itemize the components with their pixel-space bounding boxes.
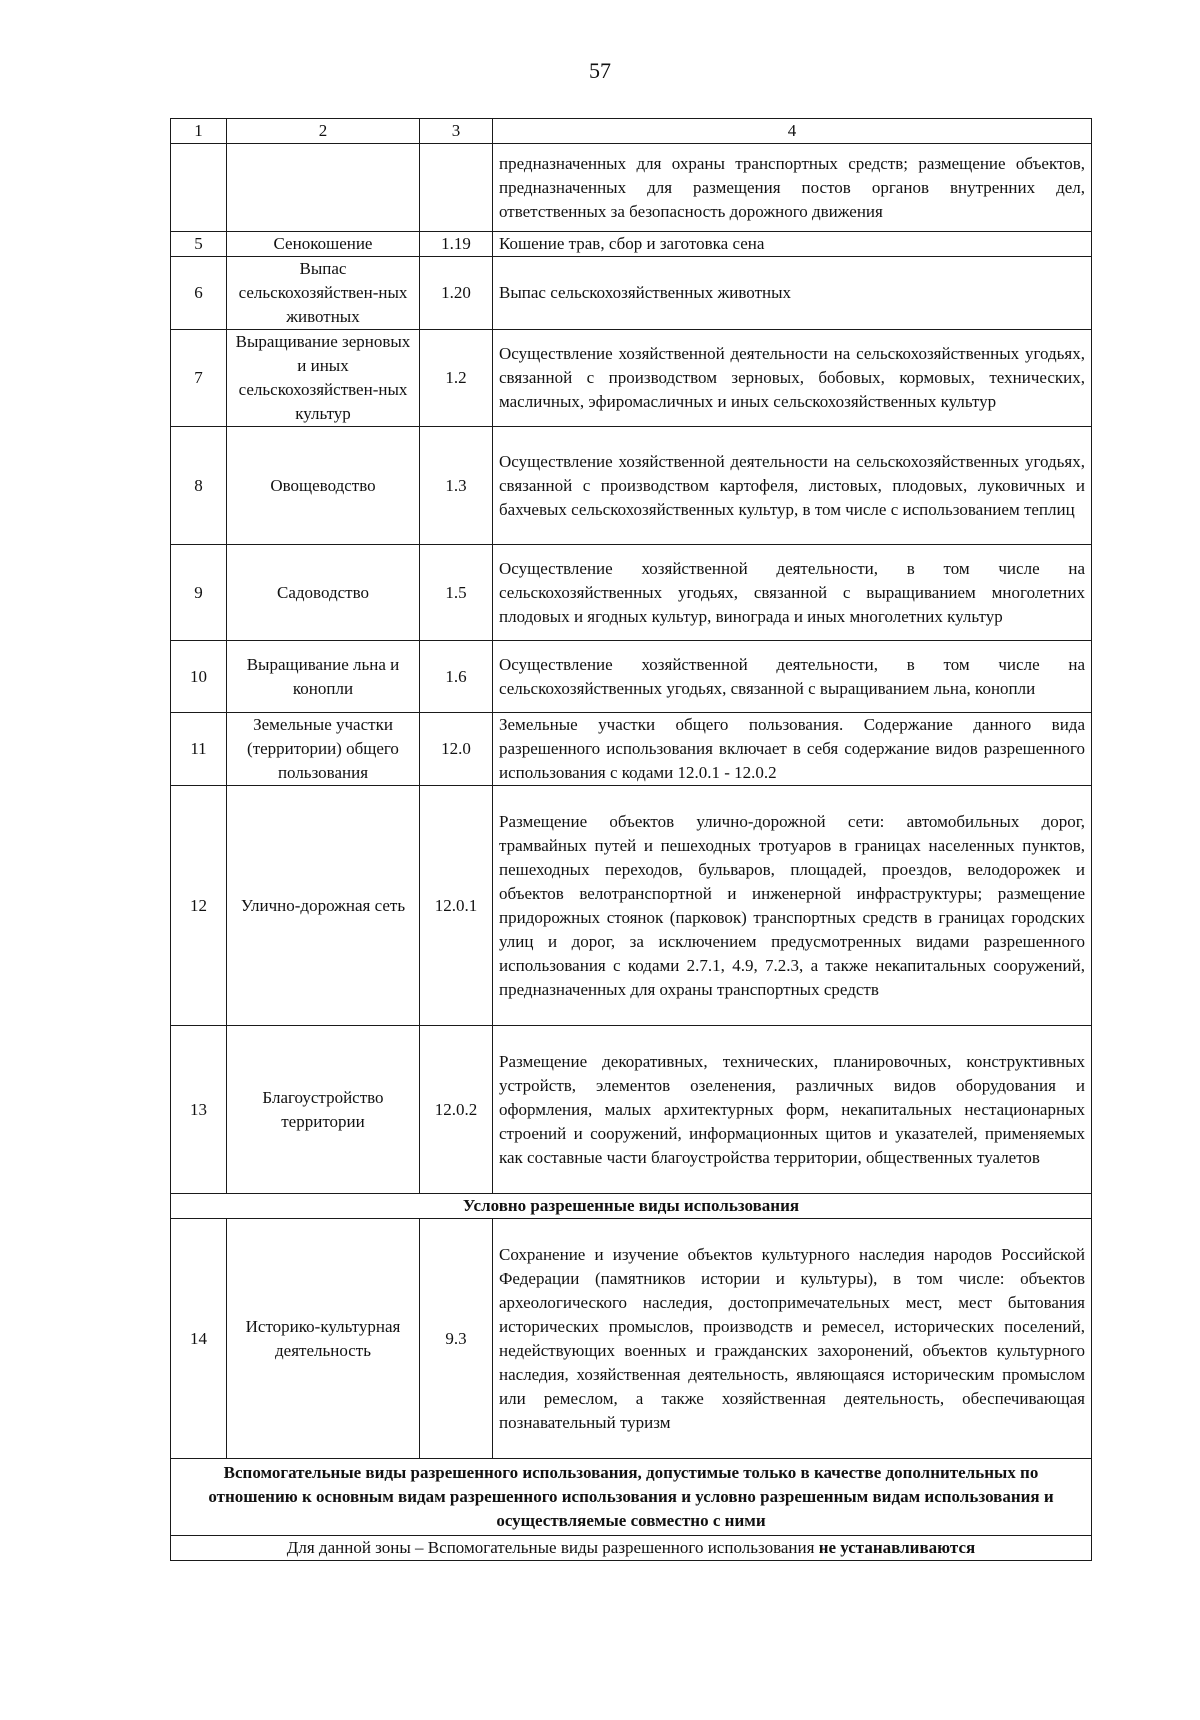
row-use-name: Садоводство bbox=[227, 545, 420, 641]
header-col-2: 2 bbox=[227, 119, 420, 144]
conditional-uses-heading: Условно разрешенные виды использования bbox=[171, 1194, 1092, 1219]
row-use-name: Выпас сельскохозяйствен-ных животных bbox=[227, 257, 420, 330]
row-code: 1.20 bbox=[420, 257, 493, 330]
row-description: Осуществление хозяйственной деятельности, в том числе на сельскохозяйственных угодьях, связанной с выращиванием многолетних плодовых и ягодных культур, винограда и иных многолетних культур bbox=[493, 545, 1092, 641]
row-code: 12.0 bbox=[420, 713, 493, 786]
section-header-conditional bbox=[171, 1194, 1092, 1219]
row-number: 14 bbox=[171, 1219, 227, 1459]
table-row bbox=[171, 232, 1092, 257]
row-use-name: Улично-дорожная сеть bbox=[227, 786, 420, 1026]
table-header-row bbox=[171, 119, 1092, 144]
table-row bbox=[171, 545, 1092, 641]
page-number: 57 bbox=[589, 58, 611, 83]
row-code: 1.2 bbox=[420, 330, 493, 427]
row-code: 1.19 bbox=[420, 232, 493, 257]
row-description: предназначенных для охраны транспортных средств; размещение объектов, предназначенных для размещения постов органов внутренних дел, ответственных за безопасность дорожного движения bbox=[493, 144, 1092, 232]
row-number: 11 bbox=[171, 713, 227, 786]
auxiliary-note-row bbox=[171, 1536, 1092, 1561]
row-use-name: Земельные участки (территории) общего пользования bbox=[227, 713, 420, 786]
row-code: 1.3 bbox=[420, 427, 493, 545]
row-description: Размещение объектов улично-дорожной сети: автомобильных дорог, трамвайных путей и пешеходных тротуаров в границах населенных пунктов, пешеходных переходов, бульваров, площадей, проездов, велодорожек и объектов велотранспортной и инженерной инфраструктуры; размещение придорожных стоянок (парковок) транспортных средств в границах городских улиц и дорог, за исключением предусмотренных видами разрешенного использования с кодами 2.7.1, 4.9, 7.2.3, а также некапитальных сооружений, предназначенных для охраны транспортных средств bbox=[493, 786, 1092, 1026]
row-code: 12.0.2 bbox=[420, 1026, 493, 1194]
table-row-continuation bbox=[171, 144, 1092, 232]
auxiliary-note-emphasis: не устанавливаются bbox=[818, 1538, 976, 1557]
table-row bbox=[171, 786, 1092, 1026]
row-number: 6 bbox=[171, 257, 227, 330]
row-description: Осуществление хозяйственной деятельности, в том числе на сельскохозяйственных угодьях, связанной с выращиванием льна, конопли bbox=[493, 641, 1092, 713]
row-description: Сохранение и изучение объектов культурного наследия народов Российской Федерации (памятников истории и культуры), в том числе: объектов археологического наследия, достопримечательных мест, мест бытования исторических промыслов, производств и ремесел, исторических поселений, недействующих военных и гражданских захоронений, объектов культурного наследия, хозяйственная деятельность, являющаяся историческим промыслом или ремеслом, а также хозяйственная деятельность, обеспечивающая познавательный туризм bbox=[493, 1219, 1092, 1459]
section-header-auxiliary bbox=[171, 1459, 1092, 1536]
row-use-name: Благоустройство территории bbox=[227, 1026, 420, 1194]
auxiliary-note-text: Для данной зоны – Вспомогательные виды разрешенного использования bbox=[286, 1538, 819, 1557]
row-use-name: Овощеводство bbox=[227, 427, 420, 545]
header-col-1: 1 bbox=[171, 119, 227, 144]
row-code: 12.0.1 bbox=[420, 786, 493, 1026]
row-description: Земельные участки общего пользования. Содержание данного вида разрешенного использования включает в себя содержание видов разрешенного использования с кодами 12.0.1 - 12.0.2 bbox=[493, 713, 1092, 786]
table-row bbox=[171, 713, 1092, 786]
row-use-name: Выращивание зерновых и иных сельскохозяйствен-ных культур bbox=[227, 330, 420, 427]
row-description: Размещение декоративных, технических, планировочных, конструктивных устройств, элементов озеленения, различных видов оборудования и оформления, малых архитектурных форм, некапитальных нестационарных строений и сооружений, информационных щитов и указателей, применяемых как составные части благоустройства территории, общественных туалетов bbox=[493, 1026, 1092, 1194]
row-use-name: Сенокошение bbox=[227, 232, 420, 257]
row-code: 9.3 bbox=[420, 1219, 493, 1459]
row-number: 8 bbox=[171, 427, 227, 545]
table-row bbox=[171, 257, 1092, 330]
row-number: 12 bbox=[171, 786, 227, 1026]
row-description: Осуществление хозяйственной деятельности на сельскохозяйственных угодьях, связанной с производством зерновых, бобовых, кормовых, технических, масличных, эфиромасличных и иных сельскохозяйственных культур bbox=[493, 330, 1092, 427]
row-number: 13 bbox=[171, 1026, 227, 1194]
auxiliary-uses-heading: Вспомогательные виды разрешенного использования, допустимые только в качестве дополнительных по отношению к основным видам разрешенного использования и условно разрешенным видам использования и осуществляемые совместно с ними bbox=[171, 1459, 1092, 1536]
row-number: 5 bbox=[171, 232, 227, 257]
table-row bbox=[171, 330, 1092, 427]
table-row bbox=[171, 1219, 1092, 1459]
table-row bbox=[171, 427, 1092, 545]
row-use-name: Выращивание льна и конопли bbox=[227, 641, 420, 713]
header-col-3: 3 bbox=[420, 119, 493, 144]
auxiliary-note bbox=[171, 1536, 1092, 1561]
header-col-4: 4 bbox=[493, 119, 1092, 144]
row-description: Осуществление хозяйственной деятельности на сельскохозяйственных угодьях, связанной с производством картофеля, листовых, плодовых, луковичных и бахчевых сельскохозяйственных культур, в том числе с использованием теплиц bbox=[493, 427, 1092, 545]
row-use-name: Историко-культурная деятельность bbox=[227, 1219, 420, 1459]
row-description: Выпас сельскохозяйственных животных bbox=[493, 257, 1092, 330]
row-number: 7 bbox=[171, 330, 227, 427]
table-row bbox=[171, 641, 1092, 713]
table-row bbox=[171, 1026, 1092, 1194]
land-use-table bbox=[170, 118, 1092, 1561]
row-number: 10 bbox=[171, 641, 227, 713]
row-code: 1.6 bbox=[420, 641, 493, 713]
row-code: 1.5 bbox=[420, 545, 493, 641]
row-description: Кошение трав, сбор и заготовка сена bbox=[493, 232, 1092, 257]
row-number: 9 bbox=[171, 545, 227, 641]
